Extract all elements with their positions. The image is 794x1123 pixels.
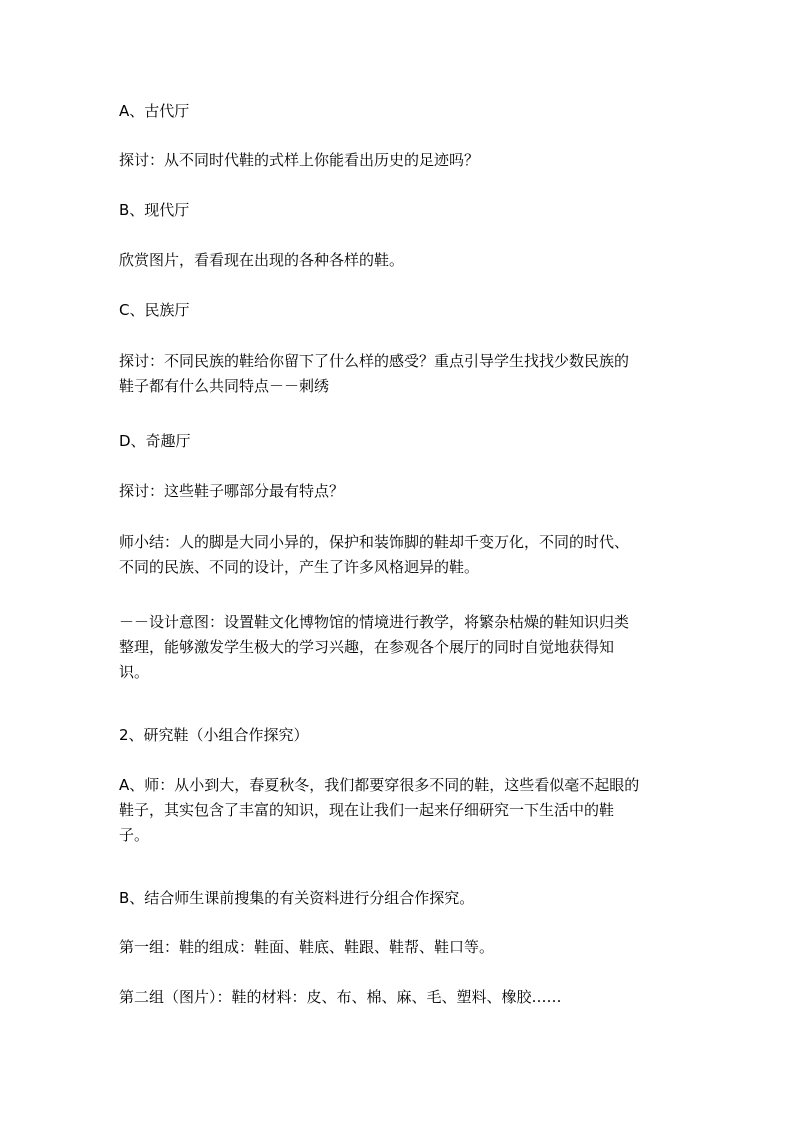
- text-line: 不同的民族、不同的设计，产生了许多风格迥异的鞋。: [119, 558, 480, 576]
- text-line: 探讨：不同民族的鞋给你留下了什么样的感受？重点引导学生找找少数民族的: [119, 352, 630, 370]
- paragraph-ancient-hall: [119, 99, 679, 124]
- text-line: 探讨：从不同时代鞋的式样上你能看出历史的足迹吗？: [119, 151, 480, 169]
- text-line: 整理，能够激发学生极大的学习兴趣，在参观各个展厅的同时自觉地获得知: [119, 638, 615, 656]
- paragraph-discussion-2: [119, 349, 679, 399]
- paragraph-group-two: [119, 985, 679, 1010]
- text-line: 识。: [119, 663, 150, 681]
- paragraph-teacher-summary: [119, 530, 679, 580]
- paragraph-group-research: [119, 886, 679, 911]
- paragraph-fun-hall: [119, 429, 679, 454]
- paragraph-group-one: [119, 935, 679, 960]
- paragraph-research-shoes: [119, 723, 679, 748]
- text-line: D、奇趣厅: [119, 432, 191, 450]
- text-line: 探讨：这些鞋子哪部分最有特点？: [119, 482, 345, 500]
- text-line: 鞋子都有什么共同特点－－刺绣: [119, 377, 330, 395]
- text-line: C、民族厅: [119, 301, 190, 319]
- text-line: B、现代厅: [119, 201, 190, 219]
- text-line: 2、研究鞋（小组合作探究）: [119, 726, 309, 744]
- paragraph-ethnic-hall: [119, 298, 679, 323]
- text-line: 子。: [119, 826, 150, 844]
- text-line: 第一组：鞋的组成：鞋面、鞋底、鞋跟、鞋帮、鞋口等。: [119, 938, 495, 956]
- text-line: A、古代厅: [119, 102, 190, 120]
- paragraph-discussion-1: [119, 148, 679, 173]
- text-line: 第二组（图片）：鞋的材料：皮、布、棉、麻、毛、塑料、橡胶……: [119, 988, 562, 1006]
- text-line: A、师：从小到大，春夏秋冬，我们都要穿很多不同的鞋，这些看似毫不起眼的: [119, 776, 640, 794]
- paragraph-modern-hall: [119, 198, 679, 223]
- text-line: 欣赏图片，看看现在出现的各种各样的鞋。: [119, 251, 405, 269]
- text-line: －－设计意图：设置鞋文化博物馆的情境进行教学，将繁杂枯燥的鞋知识归类: [119, 613, 630, 631]
- text-line: B、结合师生课前搜集的有关资料进行分组合作探究。: [119, 889, 475, 907]
- paragraph-design-intent: [119, 610, 679, 685]
- paragraph-teacher-intro: [119, 773, 679, 848]
- paragraph-discussion-3: [119, 479, 679, 504]
- text-line: 鞋子，其实包含了丰富的知识，现在让我们一起来仔细研究一下生活中的鞋: [119, 801, 615, 819]
- text-line: 师小结：人的脚是大同小异的，保护和装饰脚的鞋却千变万化，不同的时代、: [119, 533, 630, 551]
- paragraph-appreciate-pictures: [119, 248, 679, 273]
